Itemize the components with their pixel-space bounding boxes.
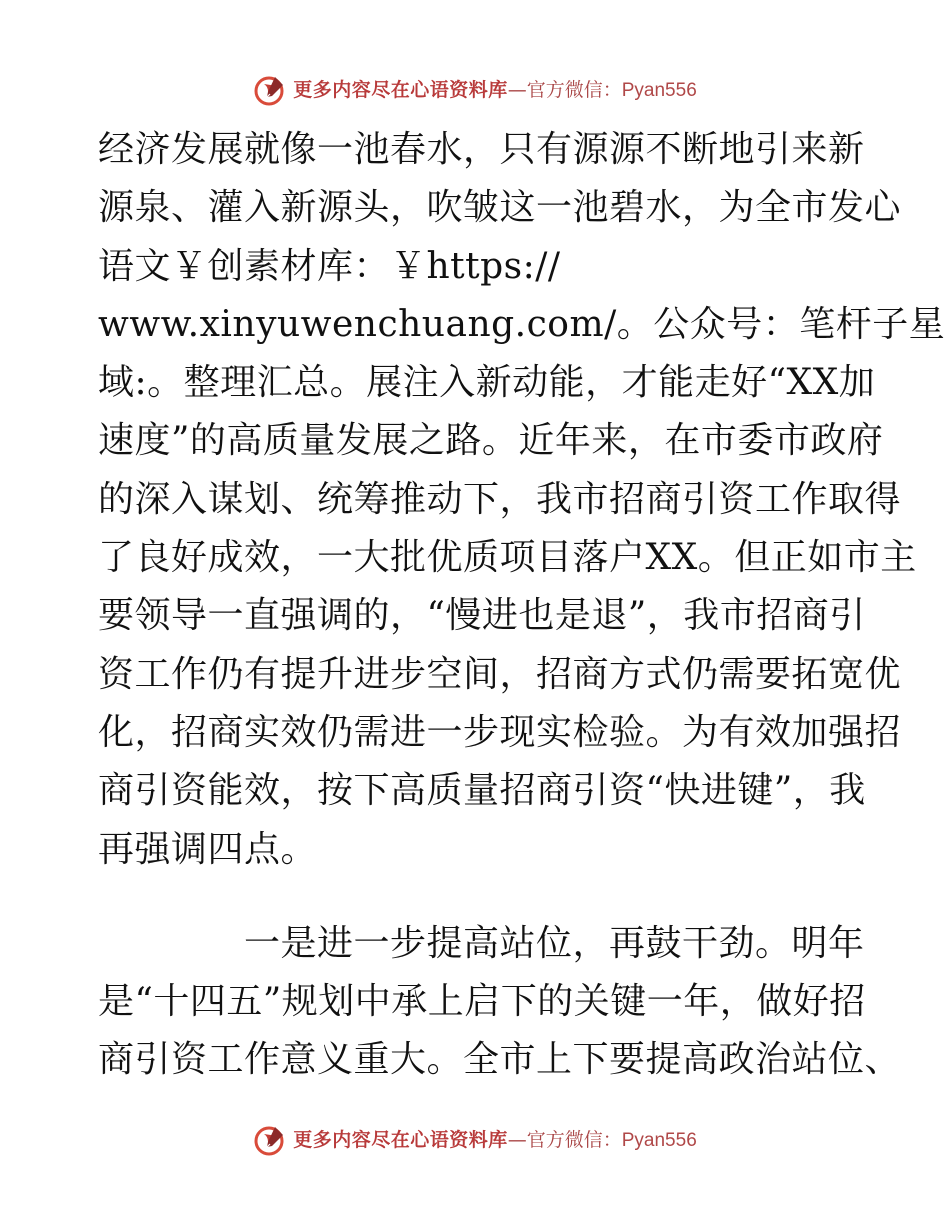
header-library-text: 更多内容尽在心语资料库 xyxy=(293,78,508,101)
paragraph-2-line: 一是进一步提高站位，再鼓干劲。明年 xyxy=(98,922,865,964)
footer-library-text: 更多内容尽在心语资料库 xyxy=(293,1128,508,1151)
paragraph-1-line: 了良好成效，一大批优质项目落户XX。但正如市主 xyxy=(98,537,917,579)
footer-wechat-id: Pyan556 xyxy=(621,1129,697,1151)
paragraph-1-line: 要领导一直强调的，“慢进也是退”，我市招商引 xyxy=(98,595,866,637)
paragraph-1-line: 语文￥创素材库：￥https:// xyxy=(98,245,561,287)
footer-banner xyxy=(0,1120,950,1160)
paragraph-2-line: 是“十四五”规划中承上启下的关键一年，做好招 xyxy=(98,981,866,1023)
header-banner-text xyxy=(293,78,697,101)
header-wechat-id: Pyan556 xyxy=(621,79,697,101)
paragraph-1-line: 速度”的高质量发展之路。近年来，在市委市政府 xyxy=(98,420,884,462)
pen-logo-icon xyxy=(253,1123,287,1157)
paragraph-2-line: 商引资工作意义重大。全市上下要提高政治站位、 xyxy=(98,1039,902,1081)
paragraph-1-line: 化，招商实效仍需进一步现实检验。为有效加强招 xyxy=(98,711,902,753)
paragraph-1-line: 的深入谋划、统筹推动下，我市招商引资工作取得 xyxy=(98,478,902,520)
header-banner xyxy=(0,70,950,110)
header-official-text: —官方微信： xyxy=(507,78,622,101)
footer-banner-text xyxy=(293,1128,697,1151)
paragraph-1-line: 再强调四点。 xyxy=(98,828,318,870)
paragraph-spacer xyxy=(98,879,858,915)
paragraph-1-line: 域:。整理汇总。展注入新动能，才能走好“XX加 xyxy=(98,362,876,404)
footer-official-text: —官方微信： xyxy=(507,1128,622,1151)
paragraph-1-line: www.xinyuwenchuang.com/。公众号：笔杆子星 xyxy=(98,303,946,345)
pen-logo-icon xyxy=(253,73,287,107)
paragraph-1-line: 源泉、灌入新源头，吹皱这一池碧水，为全市发心 xyxy=(98,187,902,229)
paragraph-1-line: 经济发展就像一池春水，只有源源不断地引来新 xyxy=(98,129,865,170)
paragraph-1 xyxy=(98,121,946,879)
document-body xyxy=(98,121,946,1090)
paragraph-1-line: 商引资能效，按下高质量招商引资“快进键”，我 xyxy=(98,770,866,812)
paragraph-1-line: 资工作仍有提升进步空间，招商方式仍需要拓宽优 xyxy=(98,653,902,695)
paragraph-2 xyxy=(98,915,902,1090)
